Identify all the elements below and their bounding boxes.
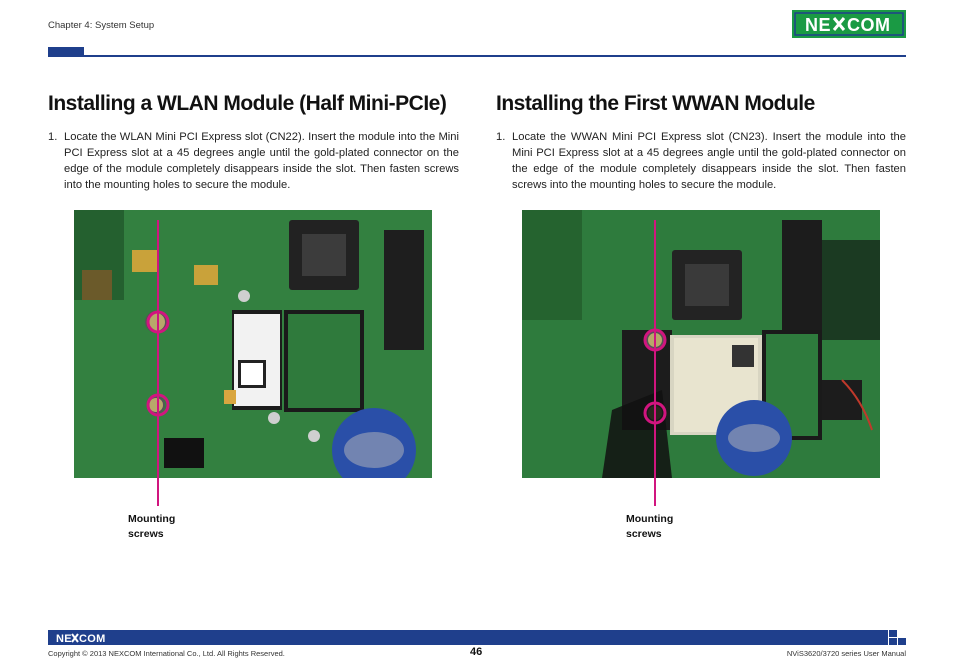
svg-text:COM: COM [847, 15, 891, 35]
footer-nexcom-logo [56, 631, 112, 648]
wwan-step-1 [496, 129, 906, 193]
wwan-callout-leader [522, 200, 672, 510]
wlan-step-text: Locate the WLAN Mini PCI Express slot (CN22). Insert the module into the Mini PCI Express slot at a 45 degrees angle until the gold-plated connector on the edge of the module completely disappears inside the slot. Then fasten screws into the mounting holes to secure the module. [64, 131, 459, 191]
header-rule [84, 55, 906, 57]
wwan-step-number: 1. [496, 131, 506, 143]
wwan-section-title: Installing the First WWAN Module [496, 92, 815, 115]
wlan-callout-line2: screws [128, 528, 164, 540]
svg-text:NE: NE [805, 15, 832, 35]
wlan-callout-leader [74, 200, 174, 510]
manual-title: NViS3620/3720 series User Manual [786, 649, 906, 658]
wlan-callout-line1: Mounting [128, 513, 176, 525]
nexcom-logo [792, 10, 906, 38]
nexcom-logo-graphic [792, 10, 906, 38]
footer-squares-icon [889, 630, 906, 645]
wlan-step-number: 1. [48, 131, 58, 143]
wlan-mounting-screws-label [128, 512, 175, 542]
wwan-mounting-screws-label [626, 512, 673, 542]
chapter-label: Chapter 4: System Setup [48, 20, 155, 31]
svg-text:NE: NE [56, 633, 72, 644]
footer-logo-graphic [56, 631, 112, 644]
wwan-step-text: Locate the WWAN Mini PCI Express slot (CN23). Insert the module into the Mini PCI Express slot at a 45 degrees angle until the gold-plated connector on the edge of the module completely disappears inside the slot. Then fasten screws into the mounting holes to secure the module. [512, 131, 906, 191]
wwan-callout-line1: Mounting [626, 513, 674, 525]
header-accent-bar [48, 47, 84, 57]
wwan-callout-line2: screws [626, 528, 662, 540]
page-number: 46 [470, 646, 483, 658]
wlan-step-1 [48, 129, 459, 193]
copyright-text: Copyright © 2013 NEXCOM International Co., Ltd. All Rights Reserved. [48, 649, 285, 658]
svg-text:COM: COM [79, 633, 106, 644]
wlan-section-title: Installing a WLAN Module (Half Mini-PCIe) [48, 92, 447, 115]
footer-bar [48, 630, 888, 645]
